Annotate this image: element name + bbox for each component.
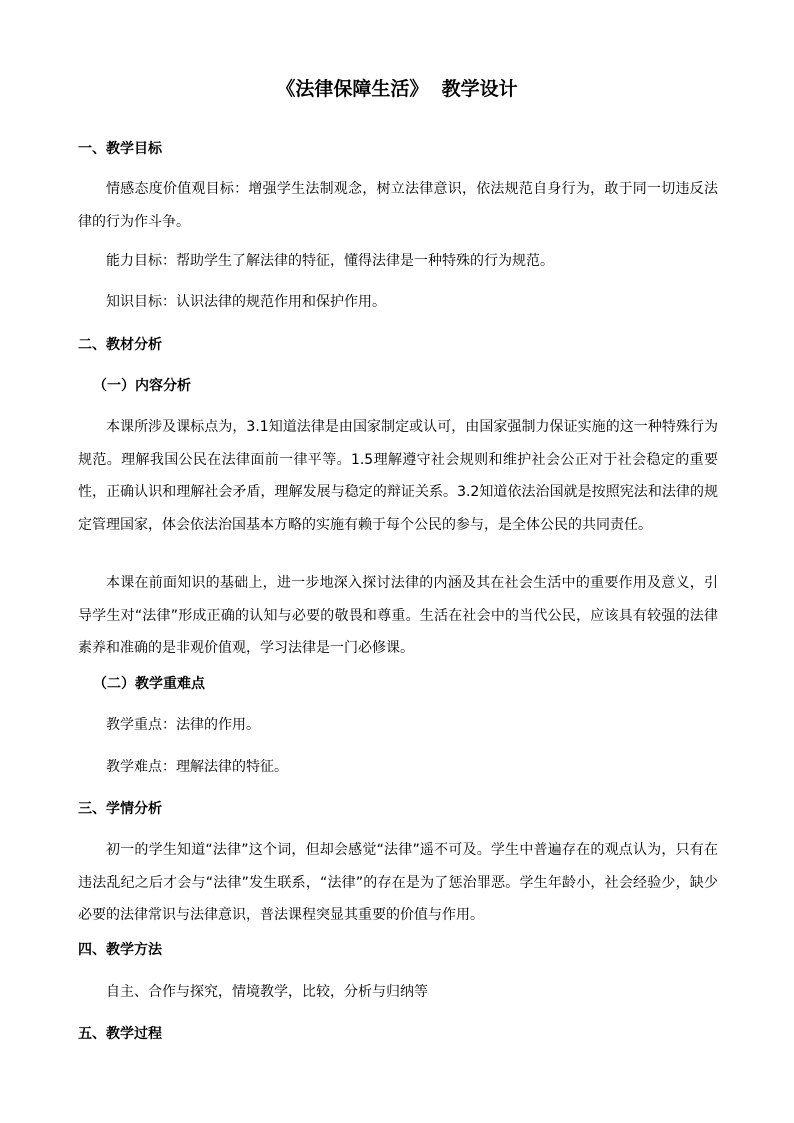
section-heading-objectives: 一、教学目标 (78, 141, 162, 157)
paragraph-difficult-point: 教学难点：理解法律的特征。 (106, 759, 288, 775)
paragraph-lesson-intro: 本课在前面知识的基础上，进一步地深入探讨法律的内涵及其在社会生活中的重要作用及意义，引导学生对“法律”形成正确的认知与必要的敬畏和尊重。生活在社会中的当代公民，应该具有较强的法律素养和准确的是非观价值观，学习法律是一门必修课。 (78, 575, 718, 656)
paragraph-emotion-goal: 情感态度价值观目标：增强学生法制观念，树立法律意识，依法规范自身行为，敢于同一切违反法律的行为作斗争。 (78, 181, 718, 230)
paragraph-curriculum-points: 本课所涉及课标点为，3.1知道法律是由国家制定或认可，由国家强制力保证实施的这一种特殊行为规范。理解我国公民在法律面前一律平等。1.5理解遵守社会规则和维护社会公正对于社会稳定的重要性，正确认识和理解社会矛盾，理解发展与稳定的辩证关系。3.2知道依法治国就是按照宪法和法律的规定管理国家，体会依法治国基本方略的实施有赖于每个公民的参与，是全体公民的共同责任。 (78, 419, 718, 533)
section-heading-teaching-process: 五、教学过程 (78, 1026, 162, 1042)
paragraph-ability-goal: 能力目标：帮助学生了解法律的特征，懂得法律是一种特殊的行为规范。 (106, 253, 554, 269)
section-heading-student-analysis: 三、学情分析 (78, 801, 162, 817)
paragraph-knowledge-goal: 知识目标：认识法律的规范作用和保护作用。 (106, 294, 386, 310)
document-title: 《法律保障生活》 教学设计 (276, 78, 518, 100)
paragraph-student-analysis: 初一的学生知道“法律”这个词，但却会感觉“法律”遥不可及。学生中普遍存在的观点认为，只有在违法乱纪之后才会与“法律”发生联系，“法律”的存在是为了惩治罪恶。学生年龄小，社会经验少，缺少必要的法律常识与法律意识，普法课程突显其重要的价值与作用。 (78, 842, 718, 923)
paragraph-key-point: 教学重点：法律的作用。 (106, 717, 260, 733)
subsection-heading-key-points: （二）教学重难点 (93, 676, 205, 692)
paragraph-teaching-methods: 自主、合作与探究，情境教学，比较，分析与归纳等 (106, 984, 428, 1000)
section-heading-teaching-methods: 四、教学方法 (78, 942, 162, 958)
subsection-heading-content-analysis: （一）内容分析 (93, 378, 191, 394)
section-heading-textbook-analysis: 二、教材分析 (78, 337, 162, 353)
